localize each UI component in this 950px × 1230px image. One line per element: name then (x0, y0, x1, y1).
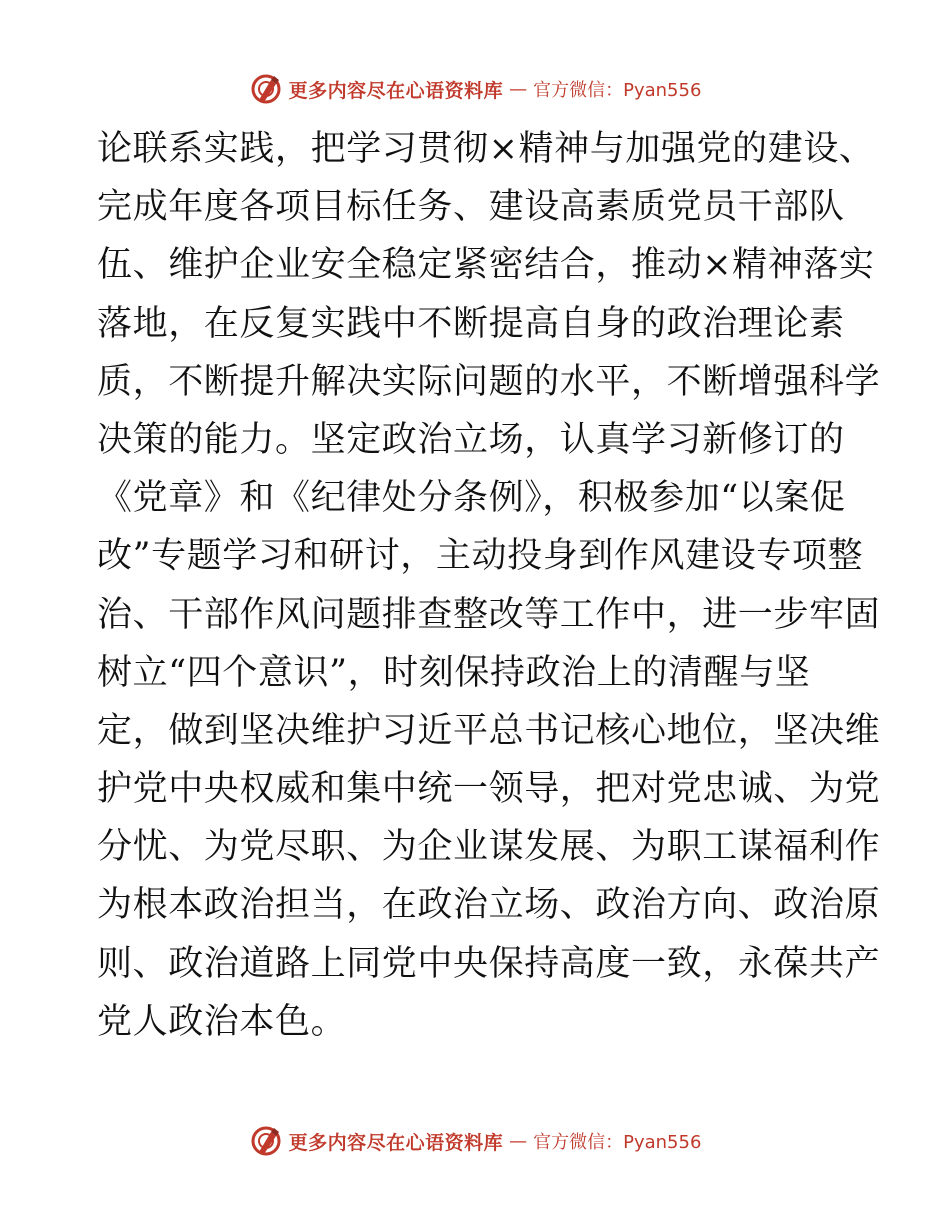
body-line-14: 为根本政治担当，在政治立场、政治方向、政治原 (97, 885, 881, 926)
body-line-5: 质，不断提升解决实际问题的水平，不断增强科学 (97, 361, 881, 402)
document-body (97, 120, 881, 1051)
body-line-10: 树立“四个意识”，时刻保持政治上的清醒与坚 (97, 652, 811, 693)
footer-banner (0, 1124, 950, 1158)
body-line-6: 决策的能力。坚定政治立场，认真学习新修订的 (97, 419, 845, 460)
body-line-13: 分忧、为党尽职、为企业谋发展、为职工谋福利作 (97, 827, 881, 868)
footer-separator: — (509, 1130, 528, 1152)
body-line-7: 《党章》和《纪律处分条例》，积极参加“以案促 (97, 478, 846, 519)
header-banner (0, 72, 950, 106)
body-line-11: 定，做到坚决维护习近平总书记核心地位，坚决维 (97, 710, 881, 751)
body-line-9: 治、干部作风问题排查整改等工作中，进一步牢固 (97, 594, 881, 635)
body-line-1: 论联系实践，把学习贯彻×精神与加强党的建设、 (97, 129, 875, 169)
header-separator: — (509, 78, 528, 100)
pen-nib-circle-icon (249, 72, 283, 106)
header-site-name: 更多内容尽在心语资料库 (288, 79, 504, 102)
body-line-16: 党人政治本色。 (97, 1001, 347, 1042)
pen-nib-circle-icon (249, 1124, 283, 1158)
header-contact: 官方微信：Pyan556 (533, 80, 702, 101)
body-line-8: 改”专题学习和研讨，主动投身到作风建设专项整 (97, 536, 864, 577)
body-line-12: 护党中央权威和集中统一领导，把对党忠诚、为党 (97, 769, 881, 810)
body-line-4: 落地，在反复实践中不断提高自身的政治理论素 (97, 303, 845, 344)
footer-site-name: 更多内容尽在心语资料库 (288, 1131, 504, 1154)
body-line-2: 完成年度各项目标任务、建设高素质党员干部队 (97, 187, 845, 228)
footer-contact: 官方微信：Pyan556 (533, 1132, 702, 1153)
body-line-15: 则、政治道路上同党中央保持高度一致，永葆共产 (97, 943, 881, 984)
body-line-3: 伍、维护企业安全稳定紧密结合，推动×精神落实 (97, 245, 875, 286)
